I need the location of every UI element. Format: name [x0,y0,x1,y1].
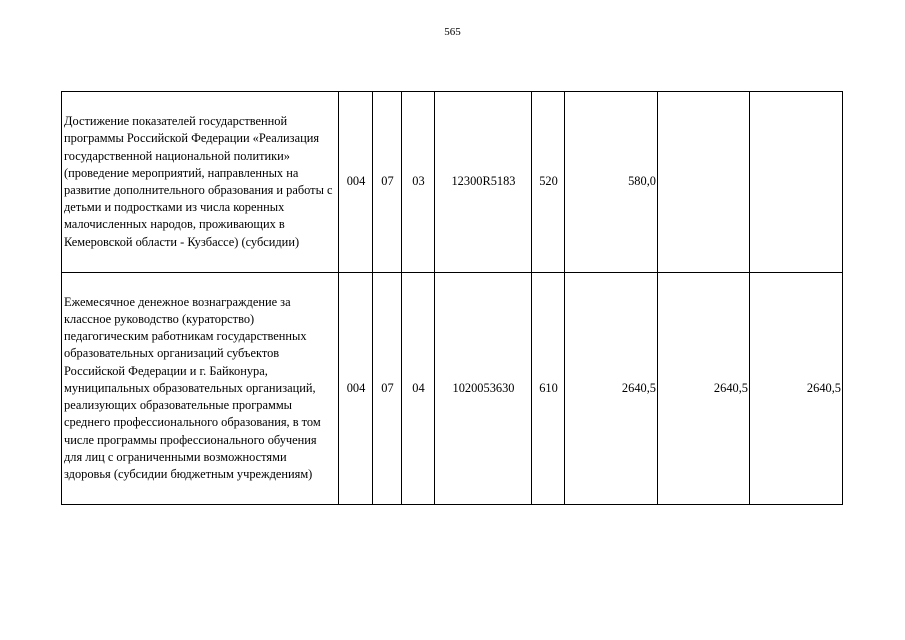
table-row [62,273,843,505]
table-row [62,92,843,273]
expense-type-cell: 610 [532,273,565,505]
amount-year-3-cell [750,92,843,273]
section-code-cell: 07 [373,92,402,273]
ministry-code-cell: 004 [339,92,373,273]
amount-year-2-cell: 2640,5 [658,273,750,505]
expense-type-cell: 520 [532,92,565,273]
expense-name-cell: Ежемесячное денежное вознаграждение за классное руководство (кураторство) педагогическим работникам государственных образовательных организаций субъектов Российской Федерации и г. Байконура, муниципальных образовательных организаций, реализующих образовательные программы среднего профессионального образования, в том числе программы профессионального обучения для лиц с ограниченными возможностями здоровья (субсидии бюджетным учреждениям) [62,273,339,505]
page-number: 565 [444,26,461,38]
target-article-cell: 12300R5183 [435,92,532,273]
amount-year-1-cell: 580,0 [565,92,658,273]
target-article-cell: 1020053630 [435,273,532,505]
amount-year-3-cell: 2640,5 [750,273,843,505]
expense-name-cell: Достижение показателей государственной программы Российской Федерации «Реализация государственной национальной политики» (проведение мероприятий, направленных на развитие дополнительного образования и работы с детьми и подростками из числа коренных малочисленных народов, проживающих в Кемеровской области - Кузбассе) (субсидии) [62,92,339,273]
amount-year-1-cell: 2640,5 [565,273,658,505]
section-code-cell: 07 [373,273,402,505]
subsection-code-cell: 03 [402,92,435,273]
budget-table [61,91,843,505]
subsection-code-cell: 04 [402,273,435,505]
ministry-code-cell: 004 [339,273,373,505]
amount-year-2-cell [658,92,750,273]
